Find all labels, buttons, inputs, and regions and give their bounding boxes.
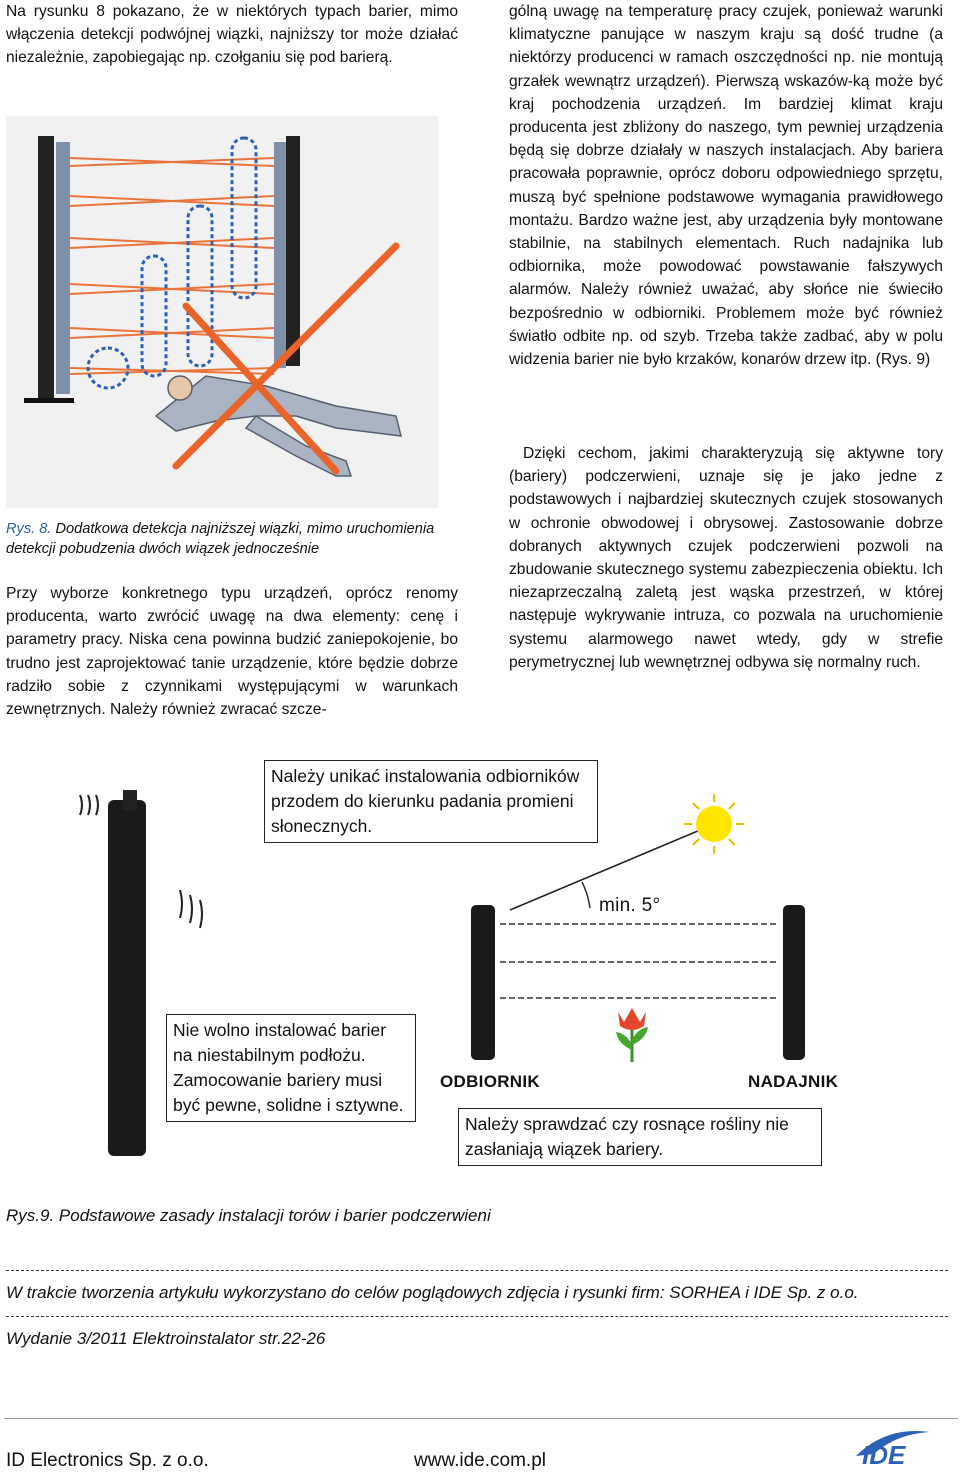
transmitter-label: NADAJNIK bbox=[748, 1072, 839, 1091]
crawling-person bbox=[156, 376, 401, 476]
edition-line: Wydanie 3/2011 Elektroinstalator str.22-26 bbox=[6, 1329, 326, 1348]
footer-website[interactable]: www.ide.com.pl bbox=[414, 1450, 546, 1471]
divider-top bbox=[6, 1270, 948, 1271]
receiver-label: ODBIORNIK bbox=[440, 1072, 540, 1091]
figure-8-caption-text: Dodatkowa detekcja najniższej wiązki, mimo uruchomienia detekcji pobudzenia dwóch wiązek jednocześnie bbox=[6, 521, 435, 557]
ide-logo-icon bbox=[854, 1426, 938, 1470]
callout-plants: Należy sprawdzać czy rosnące rośliny nie zasłaniają wiązek bariery. bbox=[458, 1108, 822, 1166]
figure-9-caption: Rys.9. Podstawowe zasady instalacji torów i barier podczerwieni bbox=[6, 1206, 491, 1225]
left-post-lens bbox=[56, 142, 70, 394]
intro-paragraph: Na rysunku 8 pokazano, że w niektórych typach barier, mimo włączenia detekcji podwójnej wiązki, najniższy tor może działać niezależnie, zapobiegając np. czołganiu się pod barierą. bbox=[6, 3, 458, 67]
divider-bottom bbox=[6, 1316, 948, 1317]
right-post bbox=[286, 136, 300, 366]
figure-8-caption bbox=[6, 519, 458, 559]
callout-sun: Należy unikać instalowania odbiorników przodem do kierunku padania promieni słonecznych. bbox=[264, 760, 598, 843]
right-paragraph-1: gólną uwagę na temperaturę pracy czujek, ponieważ warunki klimatyczne panujące w naszym kraju są dość trudne (a niektórzy producenci w ramach oszczędności np. nie montują grzałek wewnątrz urządzeń). Pierwszą wskazów-ką może być kraj pochodzenia urządzeń. Im bardziej klimat kraju producenta jest zbliżony do naszego, tym pewniej urządzenia będą się dobrze działały w naszych instalacjach. Aby bariera pracowała poprawnie, oprócz doboru odpowiedniego sprzętu, muszą być spełnione podstawowe wymagania prawidłowego montażu. Bardzo ważne jest, aby urządzenia były montowane stabilnie, na stabilnych elementach. Ruch nadajnika lub odbiornika, może powodować powstawanie fałszywych alarmów. Należy również uważać, aby słońce nie świeciło bezpośrednio w odbiorniki. Problemem może być również światło odbite np. od szyb. Trzeba także zadbać, aby w polu widzenia barier nie było krzaków, konarów drzew itp. (Rys. 9) bbox=[509, 3, 943, 369]
angle-arc bbox=[582, 882, 590, 908]
ide-logo-text: IDE bbox=[862, 1440, 906, 1470]
selection-paragraph: Przy wyborze konkretnego typu urządzeń, oprócz renomy producenta, warto zwrócić uwagę na dwa elementy: cenę i parametry pracy. Niska cena powinna budzić zaniepokojenie, bo trudno jest zaprojektować tanie urządzenie, które będzie dobrze radziło sobie z czynnikami występującymi w warunkach zewnętrznych. Należy również zwracać szcze- bbox=[6, 585, 458, 719]
barrier-crawl-drawing bbox=[6, 116, 438, 508]
flower-icon bbox=[616, 1008, 648, 1062]
credits-line: W trakcie tworzenia artykułu wykorzystano do celów poglądowych zdjęcia i rysunki firm: SORHEA i IDE Sp. z o.o. bbox=[6, 1283, 859, 1302]
right-paragraph-2: Dzięki cechom, jakimi charakteryzują się aktywne tory (bariery) podczerwieni, uznaje się je jako jedne z podstawowych i najbardziej skutecznych czujek stosowanych w ochronie obwodowej i obrysowej. Zastosowanie dobrze dobranych aktywnych czujek podczerwieni pozwoli na zbudowanie skutecznego systemu zabezpieczenia obiektu. Ich niezaprzeczalną zaletą jest wąska przestrzeń, w której następuje wykrywanie intruza, co pozwala na uruchomienie systemu alarmowego nawet wtedy, gdy w strefie perymetrycznej lub wewnętrznej odbywa się normalny ruch. bbox=[509, 445, 943, 671]
footer-rule bbox=[4, 1418, 958, 1419]
footer-company: ID Electronics Sp. z o.o. bbox=[6, 1450, 209, 1471]
infrared-beams bbox=[70, 158, 274, 374]
transmitter-post bbox=[783, 905, 805, 1060]
figure-8-illustration bbox=[6, 116, 438, 508]
receiver-post bbox=[471, 905, 495, 1060]
figure-8-caption-label: Rys. 8. bbox=[6, 521, 52, 537]
barrier-beams bbox=[500, 924, 776, 998]
right-post-lens bbox=[274, 142, 286, 368]
sun-icon bbox=[684, 794, 744, 854]
callout-ground: Nie wolno instalować barier na niestabilnym podłożu. Zamocowanie bariery musi być pewne, solidne i sztywne. bbox=[166, 1014, 416, 1122]
unstable-post bbox=[108, 800, 146, 1156]
angle-label: min. 5° bbox=[599, 895, 661, 916]
left-post bbox=[38, 136, 54, 398]
ide-logo bbox=[854, 1426, 938, 1470]
left-post-base bbox=[24, 398, 74, 403]
